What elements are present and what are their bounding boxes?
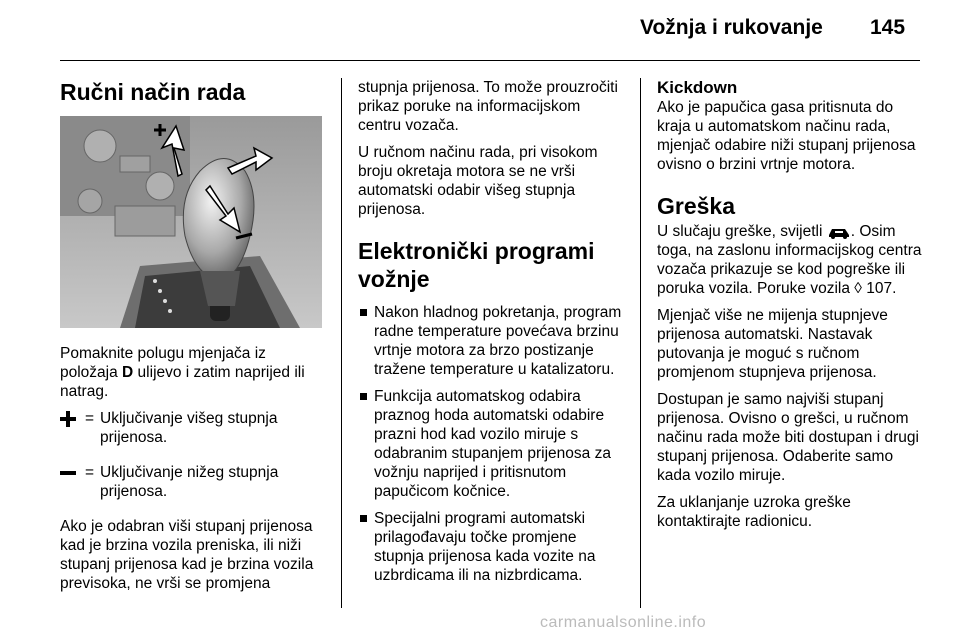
section-heading: Greška	[657, 193, 736, 219]
page-header-title: Vožnja i rukovanje	[640, 16, 823, 39]
section-heading: Elektronički programi vožnje	[358, 238, 595, 292]
column-divider	[341, 78, 342, 608]
paragraph: Pomaknite polugu mjenjača iz položaja D ulijevo i zatim naprijed ili natrag.	[60, 345, 305, 400]
definition-minus: = Uključivanje nižeg stupnja prijenosa.	[60, 463, 326, 501]
subsection-heading: Kickdown	[657, 78, 738, 97]
column-divider	[640, 78, 641, 608]
section-heading: Ručni način rada	[60, 79, 246, 105]
bullet-icon	[360, 515, 367, 522]
column-3	[657, 78, 922, 539]
page-number: 145	[870, 16, 906, 39]
header-rule	[60, 60, 920, 61]
bullet-icon	[360, 309, 367, 316]
column-1	[60, 78, 326, 601]
minus-icon	[60, 465, 76, 481]
bullet-icon	[360, 393, 367, 400]
paragraph: Ako je odabran viši stupanj prijenosa kad je brzina vozila preniska, ili niži stupanj prijenosa kad je brzina vozila previsoka, ne vrši se promjena	[60, 518, 314, 592]
paragraph: stupnja prijenosa. To može prouzročiti prikaz poruke na informacijskom centru vozača.	[358, 79, 618, 134]
paragraph: Ako je papučica gasa pritisnuta do kraja u automatskom načinu rada, mjenjač odabire niži stupanj prijenosa ovisno o brzini vrtnje motora.	[657, 99, 916, 173]
list-item: Funkcija automatskog odabira praznog hoda automatski odabire prazni hod kad vozilo miruje s odabranim stupanjem prijenosa za vožnju naprijed i pritisnutom papučicom kočnice.	[358, 387, 626, 501]
source-watermark: carmanualsonline.info	[540, 614, 707, 631]
page-reference-icon: ◊	[854, 280, 862, 297]
paragraph: Za uklanjanje uzroka greške kontaktirajte radionicu.	[657, 494, 851, 530]
paragraph: U ručnom načinu rada, pri visokom broju okretaja motora se ne vrši automatski odabir višeg stupnja prijenosa.	[358, 144, 598, 218]
paragraph: Mjenjač više ne mijenja stupnjeve prijenosa automatski. Nastavak putovanja je moguć s ručnom promjenom stupnjeva prijenosa.	[657, 307, 888, 381]
list-item: Nakon hladnog pokretanja, program radne temperature povećava brzinu vrtnje motora za brzo postizanje tražene temperature u katalizatoru.	[358, 303, 626, 379]
column-2	[358, 78, 626, 593]
car-wrench-warning-icon	[827, 225, 851, 239]
list-item: Specijalni programi automatski prilagođavaju točke promjene stupnja prijenosa kada vozite na uzbrdicama ili na nizbrdicama.	[358, 509, 626, 585]
paragraph: Dostupan je samo najviši stupanj prijenosa. Ovisno o grešci, u ručnom načinu rada može biti dostupan i drugi stupanj prijenosa. Odaberite samo kada vozilo miruje.	[657, 391, 919, 484]
gear-shift-photo	[60, 116, 322, 328]
paragraph: U slučaju greške, svijetli . Osim toga, na zaslonu informacijskog centra vozača prikazuje se kod pogreške ili poruka vozila. Poruke vozila ◊ 107.	[657, 223, 922, 297]
plus-icon	[60, 411, 76, 427]
definition-plus: = Uključivanje višeg stupnja prijenosa.	[60, 409, 326, 447]
